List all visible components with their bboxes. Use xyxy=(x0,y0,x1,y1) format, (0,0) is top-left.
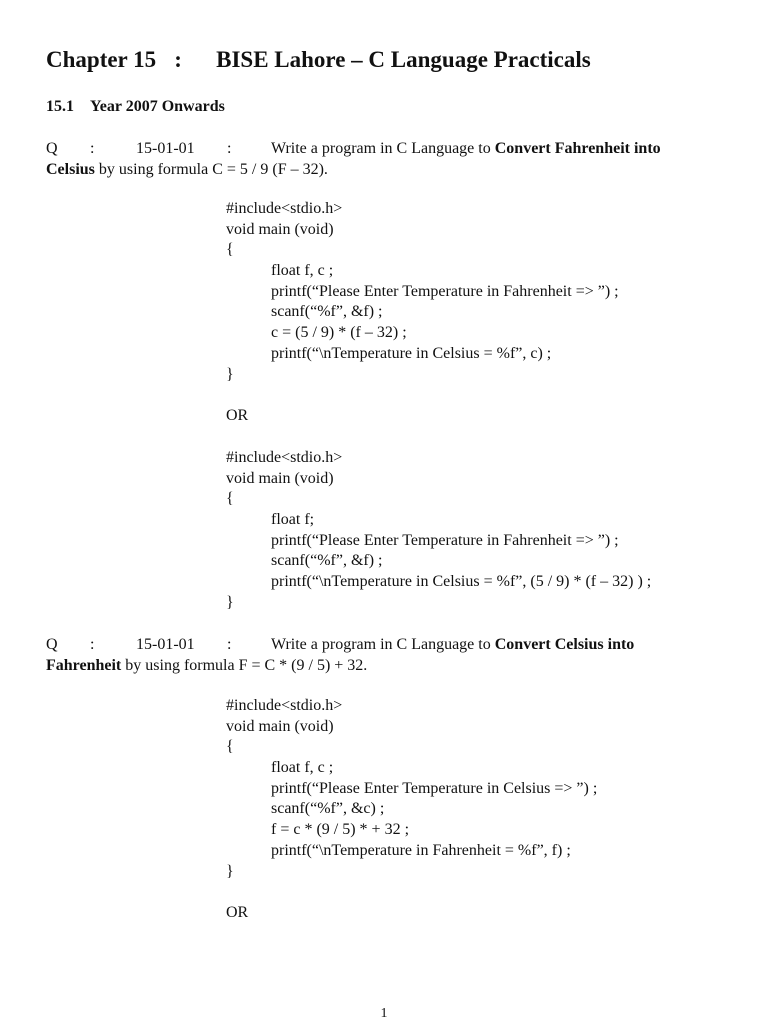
code-line: printf(“\nTemperature in Celsius = %f”, c) ; xyxy=(271,344,552,362)
code-block xyxy=(226,199,619,385)
question-code: 15-01-01 xyxy=(136,140,195,157)
question-colon: : xyxy=(227,140,232,157)
code-line: void main (void) xyxy=(226,469,334,487)
question-text-bold: Celsius xyxy=(46,161,95,178)
code-line: { xyxy=(226,241,234,259)
question-colon: : xyxy=(90,636,95,653)
section-number: 15.1 xyxy=(46,98,74,115)
question-code: 15-01-01 xyxy=(136,636,195,653)
code-line: scanf(“%f”, &c) ; xyxy=(271,800,385,818)
code-line: void main (void) xyxy=(226,717,334,735)
code-line: { xyxy=(226,738,234,756)
or-label: OR xyxy=(226,407,249,424)
question-label: Q xyxy=(46,140,58,157)
question-text-prefix: Write a program in C Language to xyxy=(271,140,495,157)
question-label: Q xyxy=(46,636,58,653)
question-text-suffix: by using formula F = C * (9 / 5) + 32. xyxy=(121,657,368,674)
code-line: float f, c ; xyxy=(271,759,334,777)
code-line: } xyxy=(226,365,234,383)
code-line: void main (void) xyxy=(226,220,334,238)
code-line: } xyxy=(226,593,234,611)
code-line: printf(“\nTemperature in Celsius = %f”, (5 / 9) * (f – 32) ) ; xyxy=(271,573,652,591)
code-line: f = c * (9 / 5) * + 32 ; xyxy=(271,821,410,839)
code-line: } xyxy=(226,862,234,880)
code-line: scanf(“%f”, &f) ; xyxy=(271,552,383,570)
code-line: c = (5 / 9) * (f – 32) ; xyxy=(271,324,407,342)
question-colon: : xyxy=(227,636,232,653)
code-line: { xyxy=(226,490,234,508)
question-text-bold: Convert Fahrenheit into xyxy=(494,140,661,157)
question-text-prefix: Write a program in C Language to xyxy=(271,636,495,653)
chapter-subject: BISE Lahore – C Language Practicals xyxy=(216,47,591,72)
question-continuation xyxy=(46,161,328,179)
section-heading xyxy=(46,98,225,116)
code-line: float f, c ; xyxy=(271,262,334,280)
question-text-bold: Fahrenheit xyxy=(46,657,122,674)
code-line: scanf(“%f”, &f) ; xyxy=(271,303,383,321)
code-block xyxy=(226,448,651,614)
page-number: 1 xyxy=(380,1006,388,1021)
code-line: printf(“Please Enter Temperature in Celsius => ”) ; xyxy=(271,779,598,797)
question-text-suffix: by using formula C = 5 / 9 (F – 32). xyxy=(94,161,328,178)
code-line: float f; xyxy=(271,511,315,529)
section-label: Year 2007 Onwards xyxy=(90,98,225,115)
chapter-number: Chapter 15 xyxy=(46,47,157,72)
question-colon: : xyxy=(90,140,95,157)
question-text xyxy=(271,140,661,158)
question-continuation xyxy=(46,657,367,675)
or-label: OR xyxy=(226,904,249,921)
chapter-separator: : xyxy=(174,47,182,72)
code-line: #include<stdio.h> xyxy=(226,200,343,217)
code-block xyxy=(226,696,597,882)
question-text-bold: Convert Celsius into xyxy=(494,636,635,653)
code-line: printf(“Please Enter Temperature in Fahrenheit => ”) ; xyxy=(271,531,619,549)
question-text xyxy=(271,636,634,654)
code-line: printf(“Please Enter Temperature in Fahrenheit => ”) ; xyxy=(271,282,619,300)
chapter-title xyxy=(46,47,591,73)
code-line: #include<stdio.h> xyxy=(226,697,343,714)
code-line: #include<stdio.h> xyxy=(226,449,343,466)
code-line: printf(“\nTemperature in Fahrenheit = %f”, f) ; xyxy=(271,841,571,859)
